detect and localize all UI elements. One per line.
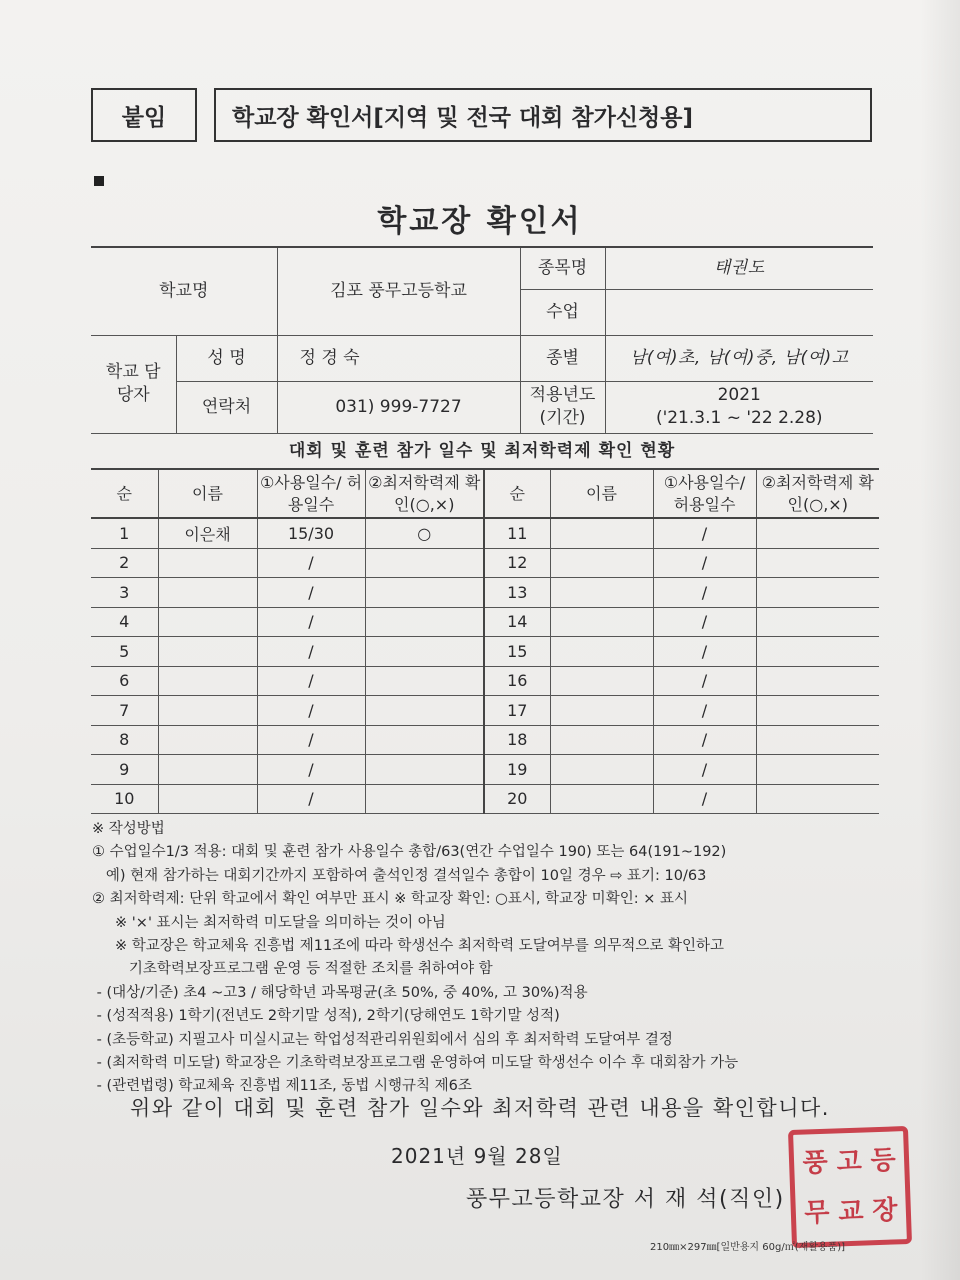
- gender-label: 종별: [520, 335, 605, 381]
- period-value: ('21.3.1 ~ '22 2.28): [655, 408, 823, 428]
- instruction-line: - (대상/기준) 초4 ~고3 / 해당학년 과목평균(초 50%, 중 40%, 고 30%)적용: [92, 984, 588, 1001]
- year-label: [520, 381, 605, 433]
- school-label: 학교명: [91, 247, 277, 335]
- issue-date: 2021년 9월 28일: [391, 1144, 563, 1168]
- header-no-right: 순: [484, 469, 550, 518]
- row-check: ○: [365, 518, 484, 548]
- row-name: [158, 696, 257, 726]
- row-check-right: [756, 784, 879, 814]
- row-check: [365, 755, 484, 785]
- school-name: 김포 풍무고등학교: [277, 247, 520, 335]
- instructions: [92, 818, 892, 1099]
- header-days: ①사용일수/ 허용일수: [257, 469, 365, 518]
- row-no-right: 13: [484, 578, 550, 608]
- row-check-right: [756, 548, 879, 578]
- row-days-right: /: [653, 784, 756, 814]
- row-check-right: [756, 666, 879, 696]
- row-days-right: /: [653, 637, 756, 667]
- table-row: [91, 666, 879, 696]
- row-no: 1: [91, 518, 158, 548]
- row-check-right: [756, 755, 879, 785]
- row-name-right: [550, 725, 653, 755]
- principal-signature: 풍무고등학교장 서 재 석(직인): [466, 1187, 785, 1212]
- seal-character: 장: [871, 1195, 898, 1227]
- attachment-label: 붙임: [121, 104, 167, 131]
- header-name-right: 이름: [550, 469, 653, 518]
- row-name: [158, 755, 257, 785]
- row-days: /: [257, 755, 365, 785]
- table-row: [91, 548, 879, 578]
- table-row: [91, 696, 879, 726]
- table-row: [91, 578, 879, 608]
- row-days-right: /: [653, 607, 756, 637]
- row-no: 2: [91, 548, 158, 578]
- table-row: [91, 518, 879, 548]
- row-days-right: /: [653, 548, 756, 578]
- instruction-line: ※ '×' 표시는 최저학력 미도달을 의미하는 것이 아님: [92, 914, 446, 931]
- sport-label: 종목명: [520, 247, 605, 289]
- row-days-right: /: [653, 755, 756, 785]
- year-label-text: 적용년도 (기간): [529, 385, 596, 428]
- table-row: [91, 607, 879, 637]
- seal-character: 무: [803, 1197, 830, 1229]
- row-no-right: 15: [484, 637, 550, 667]
- participation-table: [91, 468, 879, 814]
- row-check-right: [756, 637, 879, 667]
- row-days-right: /: [653, 578, 756, 608]
- row-no-right: 20: [484, 784, 550, 814]
- table-row: [91, 725, 879, 755]
- class-value: [605, 289, 873, 335]
- class-label: 수업: [520, 289, 605, 335]
- row-name-right: [550, 666, 653, 696]
- official-seal-stamp: [788, 1126, 912, 1248]
- section-title: 대회 및 훈련 참가 일수 및 최저학력제 확인 현황: [288, 441, 676, 461]
- row-days: /: [257, 637, 365, 667]
- row-days: /: [257, 548, 365, 578]
- row-no-right: 18: [484, 725, 550, 755]
- row-days-right: /: [653, 518, 756, 548]
- row-no: 9: [91, 755, 158, 785]
- row-days-right: /: [653, 696, 756, 726]
- row-no-right: 12: [484, 548, 550, 578]
- header-check-right: ②최저학력제 확인(○,×): [756, 469, 879, 518]
- row-no-right: 16: [484, 666, 550, 696]
- row-no: 3: [91, 578, 158, 608]
- row-check-right: [756, 607, 879, 637]
- header-no: 순: [91, 469, 158, 518]
- row-name: [158, 666, 257, 696]
- row-days: /: [257, 725, 365, 755]
- row-name-right: [550, 696, 653, 726]
- row-check-right: [756, 518, 879, 548]
- row-name-right: [550, 578, 653, 608]
- instruction-line: - (성적적용) 1학기(전년도 2학기말 성적), 2학기(당해연도 1학기말 성적): [92, 1008, 560, 1025]
- row-name-right: [550, 784, 653, 814]
- row-check: [365, 548, 484, 578]
- contact-label: 연락처: [176, 381, 277, 433]
- row-check: [365, 696, 484, 726]
- row-name: [158, 637, 257, 667]
- instruction-line: - (최저학력 미도달) 학교장은 기초학력보장프로그램 운영하여 미도달 학생선수 이수 후 대회참가 가능: [92, 1055, 739, 1072]
- instruction-line: 예) 현재 참가하는 대회기간까지 포함하여 출석인정 결석일수 총합이 10일 경우 ⇨ 표기: 10/63: [92, 867, 707, 884]
- row-check-right: [756, 696, 879, 726]
- header-title: 학교장 확인서[지역 및 전국 대회 참가신청용]: [232, 104, 693, 131]
- square-bullet-icon: [94, 176, 104, 186]
- row-check: [365, 607, 484, 637]
- row-name-right: [550, 755, 653, 785]
- row-check: [365, 784, 484, 814]
- row-no: 6: [91, 666, 158, 696]
- manager-label: [91, 335, 176, 433]
- instruction-line: ① 수업일수1/3 적용: 대회 및 훈련 참가 사용일수 총합/63(연간 수업일수 190) 또는 64(191~192): [92, 844, 727, 861]
- attachment-label-box: [91, 88, 197, 142]
- row-name: [158, 578, 257, 608]
- instruction-line: - (초등학교) 지필고사 미실시교는 학업성적관리위원회에서 심의 후 최저학력 도달여부 결정: [92, 1031, 673, 1048]
- row-name-right: [550, 518, 653, 548]
- row-check-right: [756, 725, 879, 755]
- instruction-line: ② 최저학력제: 단위 학교에서 확인 여부만 표시 ※ 학교장 확인: ○표시, 학교장 미확인: × 표시: [92, 891, 688, 908]
- row-name: [158, 548, 257, 578]
- row-check: [365, 578, 484, 608]
- table-row: [91, 755, 879, 785]
- row-name-right: [550, 637, 653, 667]
- row-no: 4: [91, 607, 158, 637]
- row-days: /: [257, 666, 365, 696]
- table-row: [91, 637, 879, 667]
- row-name: [158, 784, 257, 814]
- manager-label-text: 학교 담당자: [105, 362, 161, 405]
- row-check: [365, 666, 484, 696]
- row-no: 8: [91, 725, 158, 755]
- seal-character: 등: [870, 1145, 897, 1177]
- row-days-right: /: [653, 666, 756, 696]
- year-cell: [605, 381, 873, 433]
- header-days-right: ①사용일수/ 허용일수: [653, 469, 756, 518]
- row-days-right: /: [653, 725, 756, 755]
- row-days: /: [257, 784, 365, 814]
- row-check-right: [756, 578, 879, 608]
- name-value: 정 경 숙: [277, 335, 520, 381]
- row-name: [158, 607, 257, 637]
- row-days: /: [257, 696, 365, 726]
- row-no: 7: [91, 696, 158, 726]
- row-check: [365, 725, 484, 755]
- instruction-line: ※ 작성방법: [92, 821, 165, 837]
- table-header-row: [91, 469, 879, 518]
- row-days: 15/30: [257, 518, 365, 548]
- row-name: [158, 725, 257, 755]
- instruction-line: - (관련법령) 학교체육 진흥법 제11조, 동법 시행규칙 제6조: [92, 1078, 472, 1095]
- confirmation-statement: 위와 같이 대회 및 훈련 참가 일수와 최저학력 관련 내용을 확인합니다.: [130, 1096, 830, 1120]
- document-title: 학교장 확인서: [377, 204, 583, 239]
- instruction-line: ※ 학교장은 학교체육 진흥법 제11조에 따라 학생선수 최저학력 도달여부를 의무적으로 확인하고: [92, 938, 724, 955]
- row-no-right: 11: [484, 518, 550, 548]
- paper-spec-footer: 210㎜×297㎜[일반용지 60g/㎡(재활용품)]: [650, 1242, 846, 1253]
- header-name: 이름: [158, 469, 257, 518]
- instruction-line: 기초학력보장프로그램 운영 등 적절한 조치를 취하여야 함: [92, 961, 493, 978]
- row-no-right: 14: [484, 607, 550, 637]
- year-value: 2021: [717, 385, 761, 406]
- row-name: 이은채: [158, 518, 257, 548]
- header-title-box: [214, 88, 872, 142]
- sport-value: 태권도: [605, 247, 873, 289]
- table-row: [91, 784, 879, 814]
- header-check: ②최저학력제 확인(○,×): [365, 469, 484, 518]
- row-no: 10: [91, 784, 158, 814]
- seal-character: 교: [837, 1196, 864, 1228]
- row-days: /: [257, 607, 365, 637]
- school-info-table: [91, 246, 873, 434]
- row-no: 5: [91, 637, 158, 667]
- row-check: [365, 637, 484, 667]
- row-no-right: 17: [484, 696, 550, 726]
- seal-character: 고: [836, 1146, 863, 1178]
- row-name-right: [550, 607, 653, 637]
- row-name-right: [550, 548, 653, 578]
- contact-value: 031) 999-7727: [277, 381, 520, 433]
- row-days: /: [257, 578, 365, 608]
- row-no-right: 19: [484, 755, 550, 785]
- name-label: 성 명: [176, 335, 277, 381]
- seal-character: 풍: [802, 1147, 829, 1179]
- gender-value: 남(여)초, 남(여)중, 남(여)고: [605, 335, 873, 381]
